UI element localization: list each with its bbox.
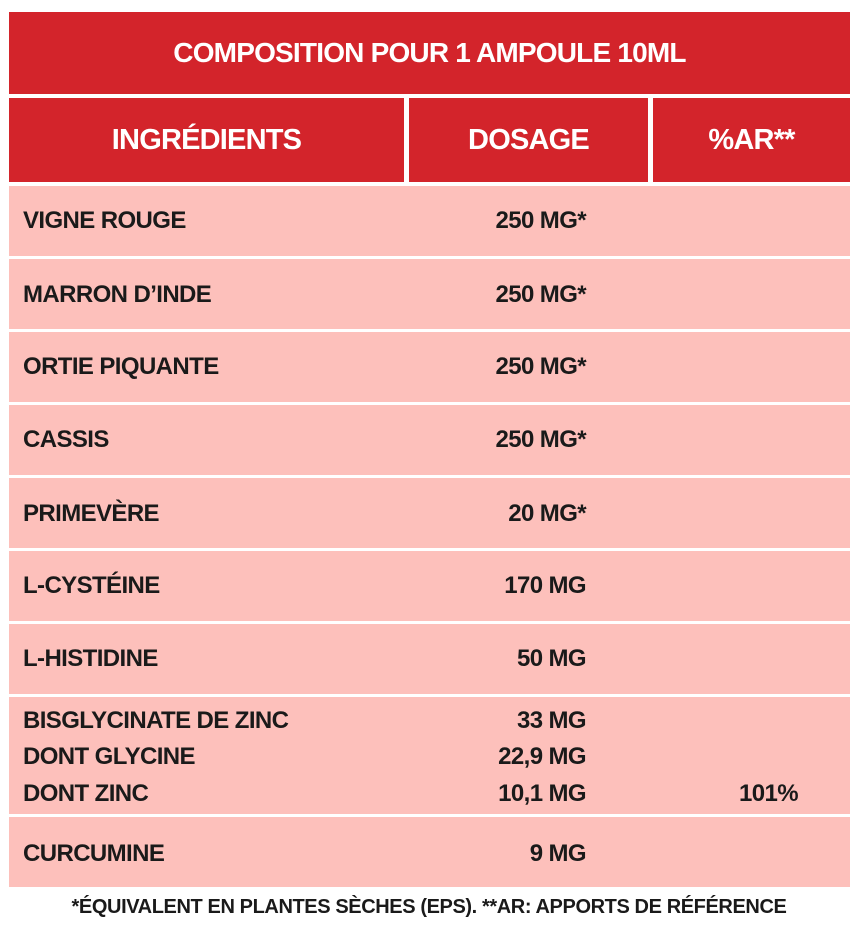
footnote: *ÉQUIVALENT EN PLANTES SÈCHES (EPS). **AR: APPORTS DE RÉFÉRENCE	[71, 896, 787, 918]
ingredient-name: ORTIE PIQUANTE	[23, 353, 219, 380]
ingredient-dosage: 250 MG*	[495, 426, 586, 453]
ingredient-name: BISGLYCINATE DE ZINC	[23, 707, 289, 734]
header-ar: %AR**	[653, 98, 850, 182]
ingredient-sub-name: DONT ZINC	[23, 780, 149, 807]
ingredient-dosage: 50 MG	[516, 645, 586, 672]
header-ingredients: INGRÉDIENTS	[9, 98, 404, 182]
ingredient-dosage: 250 MG*	[495, 207, 586, 234]
ingredient-dosage: 33 MG	[516, 707, 586, 734]
ingredient-sub-name: DONT GLYCINE	[23, 743, 195, 770]
table-row	[9, 186, 850, 256]
ingredient-name: CASSIS	[23, 426, 109, 453]
table-row	[9, 624, 850, 694]
ingredient-dosage: 250 MG*	[495, 353, 586, 380]
ingredient-dosage: 20 MG*	[508, 500, 586, 527]
ingredient-ar-value: 101%	[739, 780, 798, 807]
ingredient-name: MARRON D’INDE	[23, 281, 212, 308]
table-row	[9, 405, 850, 475]
table-row	[9, 478, 850, 548]
ingredient-sub-dosage: 10,1 MG	[498, 780, 586, 807]
header-dosage: DOSAGE	[409, 98, 648, 182]
ingredient-dosage: 9 MG	[529, 840, 586, 867]
ingredient-dosage: 250 MG*	[495, 281, 586, 308]
ingredient-name: PRIMEVÈRE	[23, 500, 159, 527]
ingredient-name: VIGNE ROUGE	[23, 207, 186, 234]
table-title: COMPOSITION POUR 1 AMPOULE 10ML	[9, 12, 850, 94]
table-row	[9, 817, 850, 887]
ingredient-name: L-HISTIDINE	[23, 645, 158, 672]
ingredient-sub-dosage: 22,9 MG	[498, 743, 586, 770]
table-row-multiline	[9, 697, 850, 814]
table-row	[9, 332, 850, 402]
table-row	[9, 551, 850, 621]
ingredient-name: CURCUMINE	[23, 840, 165, 867]
table-row	[9, 259, 850, 329]
ingredient-dosage: 170 MG	[504, 572, 586, 599]
ingredient-name: L-CYSTÉINE	[23, 572, 160, 599]
